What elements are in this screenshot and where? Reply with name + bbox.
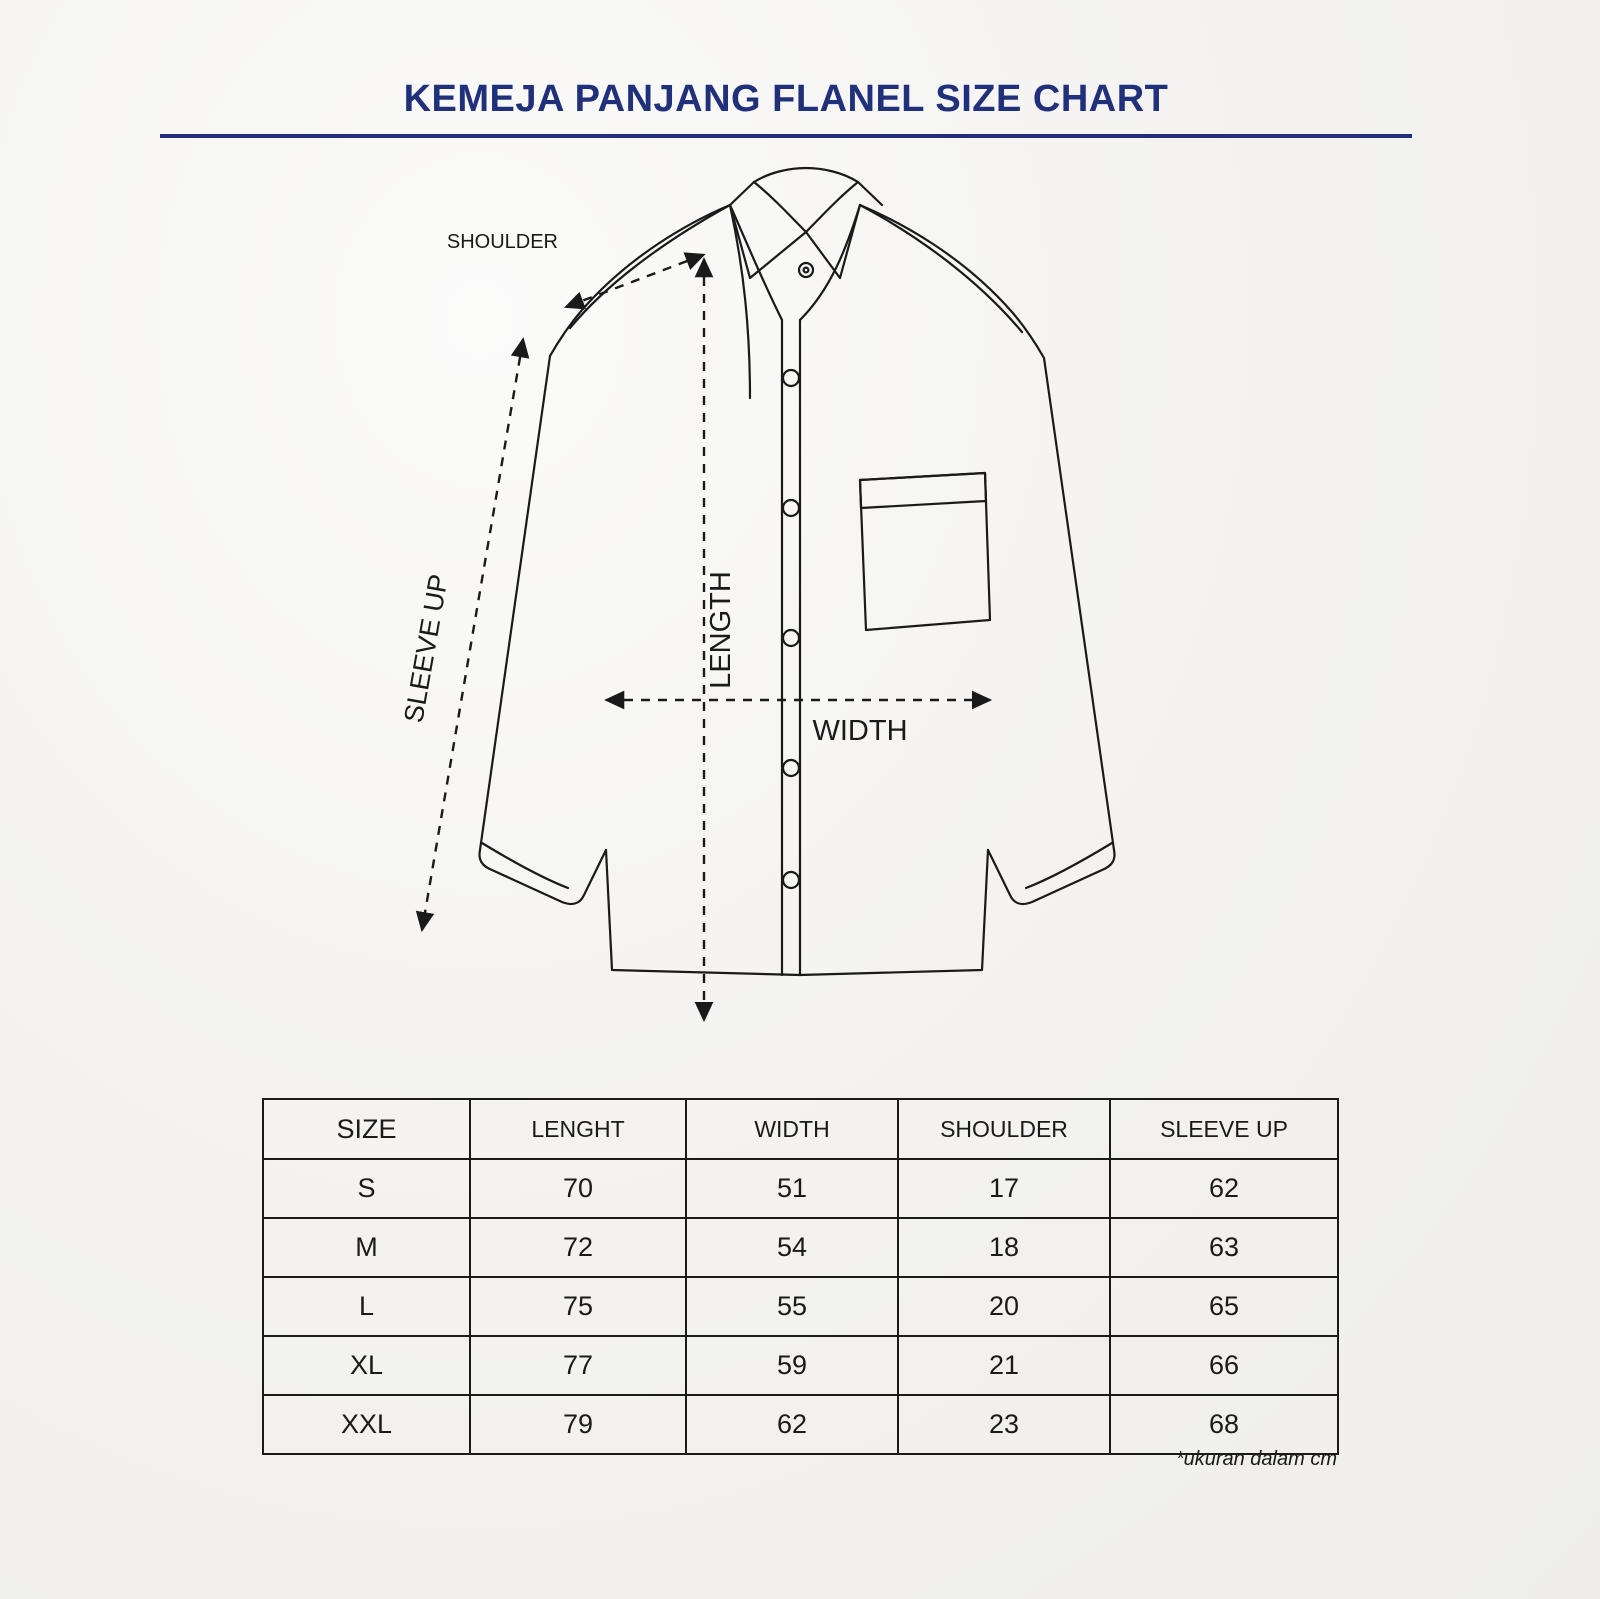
measurement-labels bbox=[398, 231, 907, 747]
size-table-container bbox=[262, 1098, 1337, 1455]
cell-shoulder: 18 bbox=[898, 1218, 1110, 1277]
label-sleeve-up: SLEEVE UP bbox=[398, 571, 454, 725]
cell-shoulder: 20 bbox=[898, 1277, 1110, 1336]
cell-length: 72 bbox=[470, 1218, 686, 1277]
label-length: LENGTH bbox=[705, 571, 737, 689]
size-table bbox=[262, 1098, 1339, 1455]
unit-footnote: *ukuran dalam cm bbox=[1175, 1448, 1337, 1470]
cell-sleeve-up: 68 bbox=[1110, 1395, 1338, 1454]
table-row bbox=[263, 1336, 1338, 1395]
cell-width: 59 bbox=[686, 1336, 898, 1395]
cell-sleeve-up: 62 bbox=[1110, 1159, 1338, 1218]
table-header-shoulder: SHOULDER bbox=[898, 1099, 1110, 1159]
cell-length: 79 bbox=[470, 1395, 686, 1454]
cell-length: 75 bbox=[470, 1277, 686, 1336]
cell-size: S bbox=[263, 1159, 470, 1218]
cell-shoulder: 17 bbox=[898, 1159, 1110, 1218]
cell-shoulder: 23 bbox=[898, 1395, 1110, 1454]
cell-width: 51 bbox=[686, 1159, 898, 1218]
page-title-container bbox=[160, 78, 1412, 121]
cell-shoulder: 21 bbox=[898, 1336, 1110, 1395]
table-header-size: SIZE bbox=[263, 1099, 470, 1159]
cell-size: L bbox=[263, 1277, 470, 1336]
cell-size: M bbox=[263, 1218, 470, 1277]
cell-size: XL bbox=[263, 1336, 470, 1395]
table-header-row bbox=[263, 1099, 1338, 1159]
cell-width: 62 bbox=[686, 1395, 898, 1454]
table-row bbox=[263, 1395, 1338, 1454]
shirt-outline bbox=[480, 168, 1115, 975]
label-shoulder: SHOULDER bbox=[446, 231, 558, 253]
shirt-illustration-svg bbox=[330, 160, 1280, 1040]
shirt-diagram bbox=[330, 160, 1280, 1040]
table-row bbox=[263, 1277, 1338, 1336]
table-row bbox=[263, 1159, 1338, 1218]
table-header-sleeve-up: SLEEVE UP bbox=[1110, 1099, 1338, 1159]
cell-size: XXL bbox=[263, 1395, 470, 1454]
cell-sleeve-up: 65 bbox=[1110, 1277, 1338, 1336]
cell-width: 54 bbox=[686, 1218, 898, 1277]
cell-sleeve-up: 66 bbox=[1110, 1336, 1338, 1395]
cell-width: 55 bbox=[686, 1277, 898, 1336]
page-title: KEMEJA PANJANG FLANEL SIZE CHART bbox=[403, 78, 1169, 120]
table-header-width: WIDTH bbox=[686, 1099, 898, 1159]
title-divider bbox=[160, 134, 1412, 138]
table-header-length: LENGHT bbox=[470, 1099, 686, 1159]
cell-length: 70 bbox=[470, 1159, 686, 1218]
cell-length: 77 bbox=[470, 1336, 686, 1395]
cell-sleeve-up: 63 bbox=[1110, 1218, 1338, 1277]
label-width: WIDTH bbox=[812, 715, 908, 747]
table-row bbox=[263, 1218, 1338, 1277]
